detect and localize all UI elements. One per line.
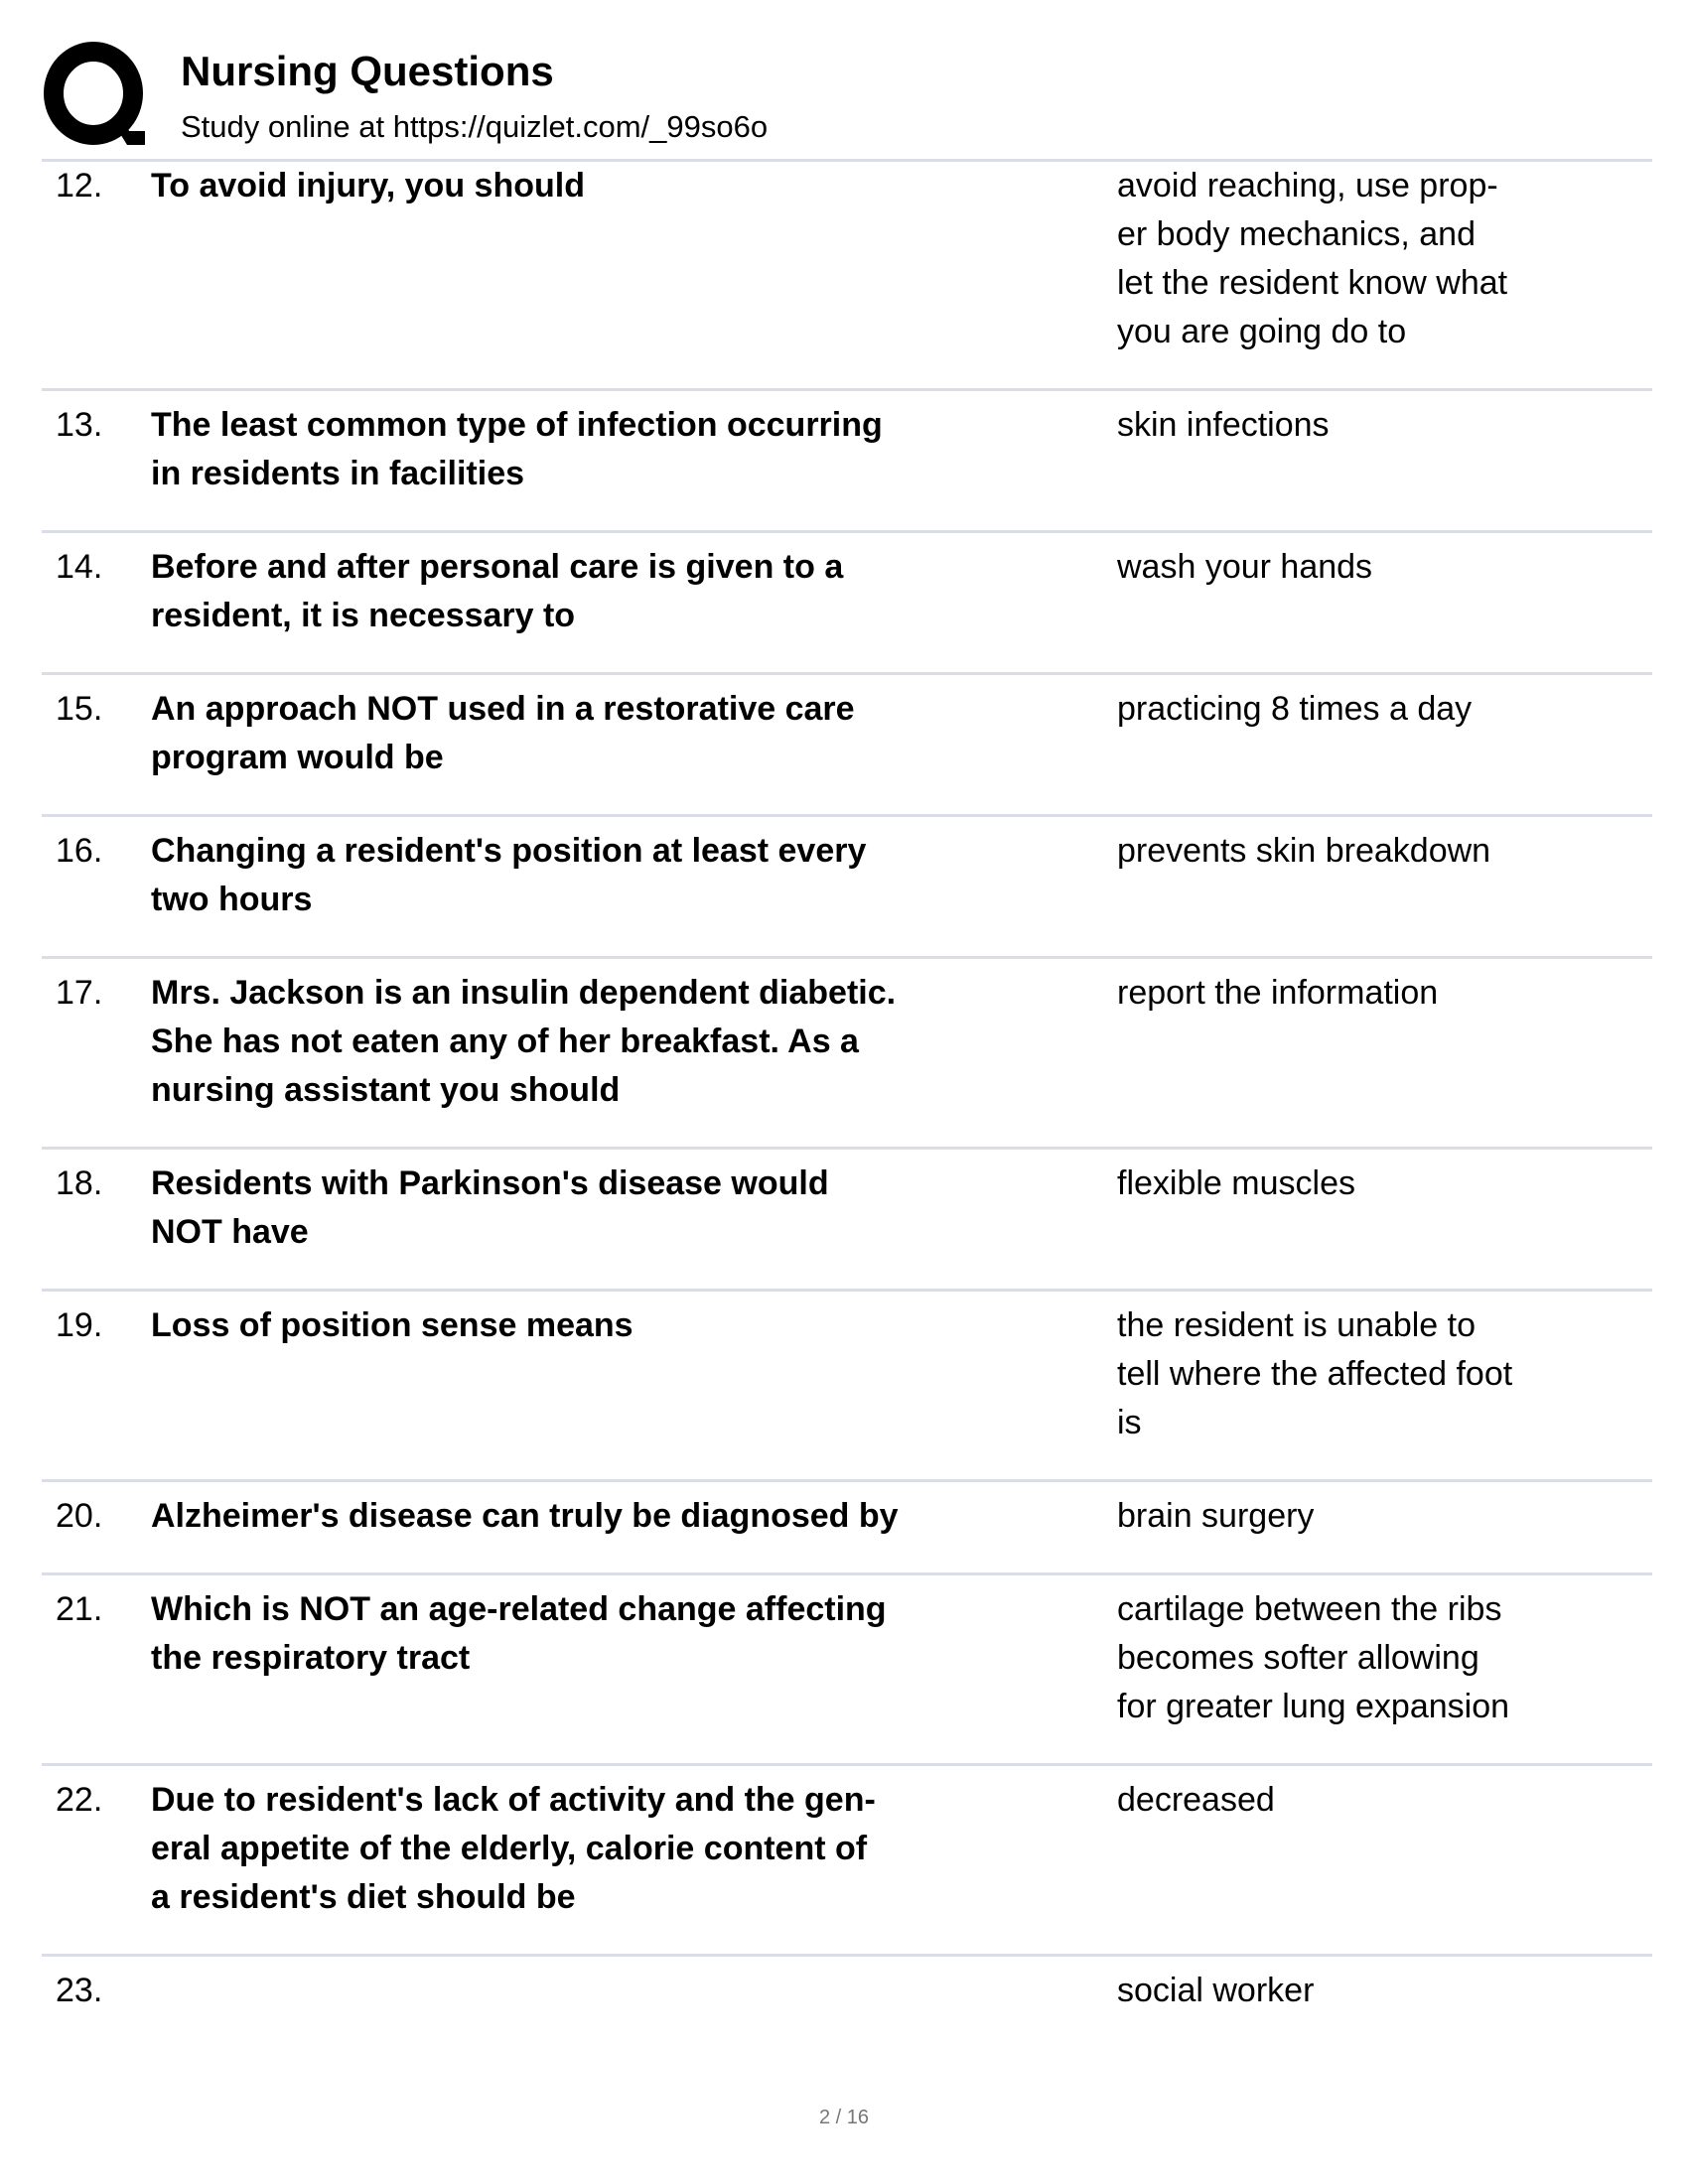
card-row [42,1766,1652,1957]
flashcard-list [42,159,1652,2047]
card-question [151,401,1117,498]
answer-line: prevents skin breakdown [1117,832,1491,870]
card-row [42,162,1652,391]
question-line: the respiratory tract [151,1639,471,1677]
card-answer [1117,1301,1652,1447]
card-number: 21. [56,1590,103,1628]
answer-line: flexible muscles [1117,1164,1355,1202]
question-line: An approach NOT used in a restorative care [151,690,855,728]
card-row [42,1957,1652,2047]
card-answer [1117,543,1652,640]
question-line: Due to resident's lack of activity and the gen- [151,1781,876,1819]
question-line: nursing assistant you should [151,1071,621,1109]
answer-line: is [1117,1404,1142,1441]
card-question [151,969,1117,1115]
answer-line: er body mechanics, and [1117,215,1476,253]
answer-line: let the resident know what [1117,264,1508,302]
answer-line: for greater lung expansion [1117,1688,1510,1725]
question-line: two hours [151,881,313,918]
card-answer [1117,1585,1652,1731]
question-line: a resident's diet should be [151,1878,576,1916]
question-line: program would be [151,739,444,776]
card-answer [1117,827,1652,924]
question-line: Loss of position sense means [151,1306,633,1344]
answer-line: brain surgery [1117,1497,1315,1535]
card-answer [1117,685,1652,782]
answer-line: the resident is unable to [1117,1306,1477,1344]
question-line: To avoid injury, you should [151,167,585,205]
card-row [42,1482,1652,1575]
answer-line: skin infections [1117,406,1330,444]
card-row [42,959,1652,1150]
card-question [151,1160,1117,1257]
question-line: Changing a resident's position at least every [151,832,867,870]
card-question [151,1967,1117,2015]
question-line: eral appetite of the elderly, calorie content of [151,1830,868,1867]
card-answer [1117,1160,1652,1257]
card-number: 15. [56,690,103,728]
card-question [151,1776,1117,1922]
answer-line: social worker [1117,1972,1315,2009]
question-line: Alzheimer's disease can truly be diagnosed by [151,1497,899,1535]
answer-line: wash your hands [1117,548,1373,586]
question-line: in residents in facilities [151,455,525,492]
question-line: Residents with Parkinson's disease would [151,1164,829,1202]
answer-line: you are going do to [1117,313,1407,350]
card-number: 18. [56,1164,103,1202]
answer-line: tell where the affected foot [1117,1355,1513,1393]
question-line: Which is NOT an age-related change affecting [151,1590,887,1628]
card-answer [1117,1967,1652,2015]
card-row [42,1150,1652,1292]
card-number: 14. [56,548,103,586]
question-line: Before and after personal care is given to a [151,548,844,586]
answer-line: avoid reaching, use prop- [1117,167,1498,205]
card-answer [1117,1776,1652,1922]
answer-line: decreased [1117,1781,1275,1819]
answer-line: report the information [1117,974,1439,1012]
card-number: 19. [56,1306,103,1344]
card-row [42,1575,1652,1766]
quizlet-logo-icon [42,42,149,149]
card-row [42,533,1652,675]
card-answer [1117,401,1652,498]
card-question [151,162,1117,356]
card-answer [1117,969,1652,1115]
card-number: 16. [56,832,103,870]
study-online-link[interactable]: Study online at https://quizlet.com/_99so6o [181,109,769,144]
card-number: 17. [56,974,103,1012]
page-title: Nursing Questions [181,48,554,94]
card-number: 12. [56,167,103,205]
card-question [151,685,1117,782]
card-question [151,1492,1117,1541]
card-question [151,827,1117,924]
answer-line: becomes softer allowing [1117,1639,1479,1677]
card-question [151,1301,1117,1447]
page-number: 2 / 16 [818,2107,870,2128]
question-line: resident, it is necessary to [151,597,576,634]
card-number: 22. [56,1781,103,1819]
card-answer [1117,162,1652,356]
card-row [42,817,1652,959]
answer-line: practicing 8 times a day [1117,690,1473,728]
card-number: 23. [56,1972,103,2009]
card-question [151,1585,1117,1731]
answer-line: cartilage between the ribs [1117,1590,1502,1628]
card-answer [1117,1492,1652,1541]
question-line: The least common type of infection occurring [151,406,883,444]
question-line: She has not eaten any of her breakfast. As a [151,1023,859,1060]
question-line: Mrs. Jackson is an insulin dependent diabetic. [151,974,897,1012]
card-row [42,1292,1652,1482]
card-question [151,543,1117,640]
question-line: NOT have [151,1213,309,1251]
card-number: 13. [56,406,103,444]
card-row [42,675,1652,817]
card-row [42,391,1652,533]
card-number: 20. [56,1497,103,1535]
